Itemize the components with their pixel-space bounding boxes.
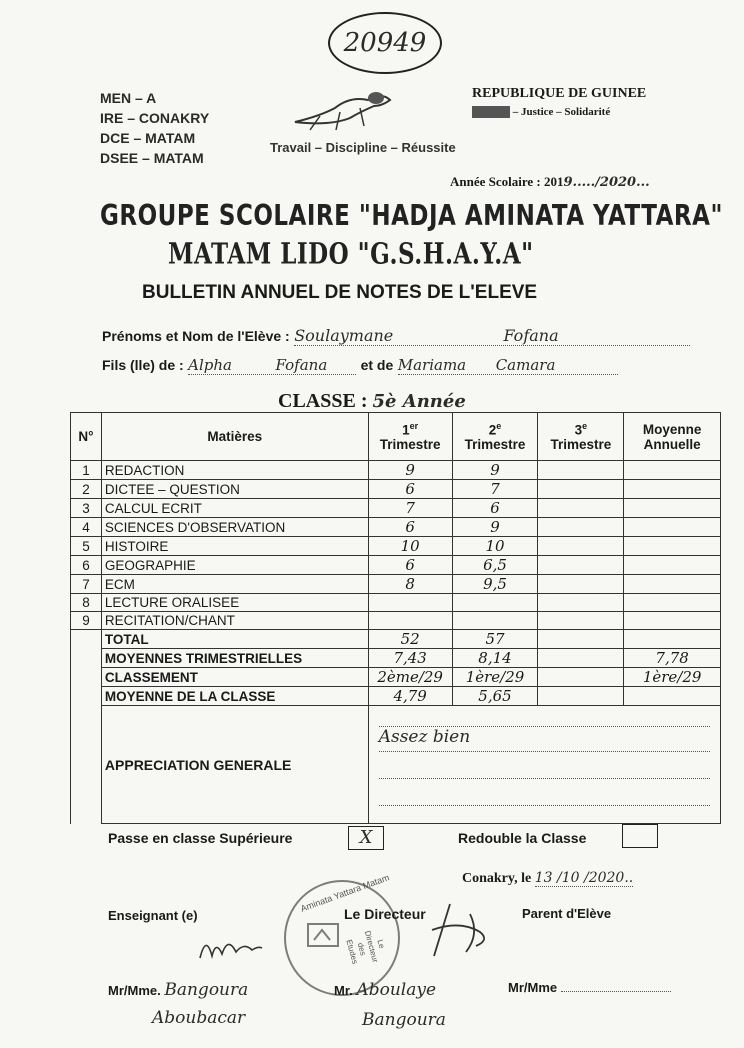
- grade-annual: [624, 537, 721, 556]
- appreciation-label: APPRECIATION GENERALE: [101, 706, 368, 824]
- col-t3: 3e Trimestre: [538, 413, 624, 461]
- mother-value: [398, 356, 618, 375]
- teacher-first-name: Aboubacar: [152, 1008, 246, 1028]
- grade-t2: 7: [452, 480, 538, 499]
- grade-t1: 10: [368, 537, 452, 556]
- grade-t3: [538, 499, 624, 518]
- document-title: BULLETIN ANNUEL DE NOTES DE L'ELEVE: [142, 282, 538, 303]
- grade-annual: [624, 480, 721, 499]
- summary-row: [71, 668, 721, 687]
- grade-t1: 8: [368, 575, 452, 594]
- grade-annual: [624, 575, 721, 594]
- subject-name: LECTURE ORALISEE: [101, 594, 368, 612]
- subject-name: SCIENCES D'OBSERVATION: [101, 518, 368, 537]
- subject-name: GEOGRAPHIE: [101, 556, 368, 575]
- col-t2: 2e Trimestre: [452, 413, 538, 461]
- teacher-name-label: Mr/Mme.: [108, 983, 161, 998]
- row-number: 4: [71, 518, 102, 537]
- father-last-name: Fofana: [275, 356, 328, 374]
- parents-row: [102, 356, 618, 375]
- republic-block: [472, 86, 646, 118]
- summary-row: [71, 687, 721, 706]
- grade-annual: [624, 518, 721, 537]
- row-number: 1: [71, 461, 102, 480]
- grade-t1: 6: [368, 556, 452, 575]
- summary-num-cell: [71, 687, 102, 706]
- student-name-row: [102, 326, 690, 346]
- grade-t3: [538, 575, 624, 594]
- grade-t1: 9: [368, 461, 452, 480]
- student-name-value: [294, 326, 690, 346]
- appreciation-num-cell: [71, 706, 102, 824]
- passe-label: Passe en classe Supérieure: [108, 830, 293, 846]
- national-emblem-icon: [290, 86, 400, 132]
- teacher-signature-mark: [196, 930, 266, 964]
- school-year-label: Année Scolaire : 201: [450, 174, 564, 189]
- and-label: et de: [360, 357, 394, 373]
- summary-annual: 7,78: [624, 649, 721, 668]
- grade-t1: [368, 594, 452, 612]
- subject-name: CALCUL ECRIT: [101, 499, 368, 518]
- summary-label: MOYENNES TRIMESTRIELLES: [101, 649, 368, 668]
- table-row: [71, 518, 721, 537]
- director-name-label: Mr.: [334, 983, 353, 998]
- grade-t2: [452, 594, 538, 612]
- teacher-name-row: [108, 980, 248, 1000]
- summary-t2: 57: [452, 630, 538, 649]
- mother-first-name: Mariama: [397, 356, 467, 374]
- school-name-title: GROUPE SCOLAIRE "HADJA AMINATA YATTARA": [100, 200, 723, 233]
- summary-t3: [538, 668, 624, 687]
- summary-annual: 1ère/29: [624, 668, 721, 687]
- grade-t3: [538, 612, 624, 630]
- grade-annual: [624, 594, 721, 612]
- parent-signature-label: Parent d'Elève: [522, 906, 612, 921]
- admin-line: MEN – A: [100, 90, 157, 106]
- stamp-emblem-icon: [306, 920, 342, 950]
- summary-t1: 7,43: [368, 649, 452, 668]
- teacher-name-value: Bangoura: [164, 980, 249, 1000]
- date-value: 13 /10 /2020..: [534, 870, 634, 886]
- grade-t2: 10: [452, 537, 538, 556]
- row-number: 8: [71, 594, 102, 612]
- summary-num-cell: [71, 649, 102, 668]
- redouble-label: Redouble la Classe: [458, 830, 587, 846]
- table-row: [71, 461, 721, 480]
- parents-label: Fils (lle) de :: [102, 357, 184, 373]
- admin-line: IRE – CONAKRY: [100, 110, 210, 126]
- passe-checkbox[interactable]: X: [348, 826, 384, 850]
- summary-t2: 1ère/29: [452, 668, 538, 687]
- row-number: 9: [71, 612, 102, 630]
- grade-t3: [538, 518, 624, 537]
- grade-t2: 6: [452, 499, 538, 518]
- col-t1: 1er Trimestre: [368, 413, 452, 461]
- teacher-signature-label: Enseignant (e): [108, 908, 198, 923]
- grade-t2: [452, 612, 538, 630]
- director-last-name: Bangoura: [362, 1010, 446, 1030]
- summary-row: [71, 649, 721, 668]
- parent-name-blank: [561, 981, 671, 992]
- summary-label: CLASSEMENT: [101, 668, 368, 687]
- director-name-row: [334, 980, 436, 1000]
- director-signature-mark: [420, 900, 500, 960]
- table-row: [71, 594, 721, 612]
- grade-t3: [538, 556, 624, 575]
- grade-t3: [538, 537, 624, 556]
- summary-label: MOYENNE DE LA CLASSE: [101, 687, 368, 706]
- table-row: [71, 537, 721, 556]
- table-row: [71, 499, 721, 518]
- director-signature-label: Le Directeur: [344, 906, 426, 922]
- grade-t1: [368, 612, 452, 630]
- redouble-checkbox[interactable]: [622, 824, 658, 848]
- director-name-value: Aboulaye: [356, 980, 437, 1000]
- summary-t3: [538, 630, 624, 649]
- row-number: 2: [71, 480, 102, 499]
- republic-motto-rest: – Justice – Solidarité: [512, 106, 611, 118]
- school-year-value: 9...../2020...: [563, 175, 650, 190]
- grade-t3: [538, 594, 624, 612]
- appreciation-value: Assez bien: [379, 727, 710, 752]
- row-number: 3: [71, 499, 102, 518]
- parent-name-row: [508, 980, 671, 995]
- grade-annual: [624, 461, 721, 480]
- admin-hierarchy: [100, 88, 209, 168]
- summary-num-cell: [71, 668, 102, 687]
- col-matieres: Matières: [101, 413, 368, 461]
- school-stamp: [284, 872, 400, 996]
- table-header-row: [71, 413, 721, 461]
- admin-line: DCE – MATAM: [100, 130, 196, 146]
- student-first-name: Soulaymane: [294, 326, 394, 345]
- classe-value: 5è Année: [372, 391, 482, 413]
- father-first-name: Alpha: [188, 356, 232, 374]
- grades-table: [70, 412, 721, 824]
- subject-name: ECM: [101, 575, 368, 594]
- summary-t2: 5,65: [452, 687, 538, 706]
- subject-name: DICTEE – QUESTION: [101, 480, 368, 499]
- summary-label: TOTAL: [101, 630, 368, 649]
- subject-name: RECITATION/CHANT: [101, 612, 368, 630]
- subject-name: HISTOIRE: [101, 537, 368, 556]
- passe-field: [108, 830, 292, 846]
- school-site-title: MATAM LIDO "G.S.H.A.Y.A": [168, 237, 534, 271]
- col-moyenne: Moyenne Annuelle: [624, 413, 721, 461]
- grade-t1: 6: [368, 518, 452, 537]
- admin-line: DSEE – MATAM: [100, 150, 204, 166]
- summary-annual: [624, 630, 721, 649]
- table-row: [71, 480, 721, 499]
- appreciation-value-cell: [368, 706, 720, 824]
- row-number: 5: [71, 537, 102, 556]
- summary-row: [71, 630, 721, 649]
- stamp-text-inner: Le Directeur des Etudes: [344, 929, 387, 965]
- row-number: 6: [71, 556, 102, 575]
- date-field: [462, 870, 633, 887]
- republic-motto-prefix: Travail: [474, 106, 509, 118]
- grade-t2: 9,5: [452, 575, 538, 594]
- summary-num-cell: [71, 630, 102, 649]
- parent-name-label: Mr/Mme: [508, 980, 558, 995]
- national-motto: Travail – Discipline – Réussite: [270, 140, 456, 155]
- grade-t1: 6: [368, 480, 452, 499]
- summary-t3: [538, 687, 624, 706]
- grade-annual: [624, 499, 721, 518]
- student-name-label: Prénoms et Nom de l'Elève :: [102, 328, 290, 344]
- school-year: [450, 174, 650, 190]
- republic-name: REPUBLIQUE DE GUINEE: [472, 86, 647, 101]
- grade-annual: [624, 612, 721, 630]
- table-row: [71, 612, 721, 630]
- summary-t1: 4,79: [368, 687, 452, 706]
- date-label: Conakry, le: [462, 871, 532, 886]
- summary-t1: 52: [368, 630, 452, 649]
- subject-name: REDACTION: [101, 461, 368, 480]
- student-last-name: Fofana: [503, 326, 559, 345]
- redouble-field: [458, 830, 586, 846]
- grade-t1: 7: [368, 499, 452, 518]
- republic-motto: [472, 106, 646, 118]
- table-row: [71, 556, 721, 575]
- summary-t2: 8,14: [452, 649, 538, 668]
- col-n: N°: [71, 413, 102, 461]
- summary-t3: [538, 649, 624, 668]
- grade-t3: [538, 480, 624, 499]
- classe-row: [278, 390, 482, 413]
- mother-last-name: Camara: [495, 356, 556, 374]
- grade-t2: 9: [452, 518, 538, 537]
- row-number: 7: [71, 575, 102, 594]
- classe-label: CLASSE :: [278, 390, 368, 412]
- summary-annual: [624, 687, 721, 706]
- table-row: [71, 575, 721, 594]
- father-value: [188, 356, 356, 375]
- grade-annual: [624, 556, 721, 575]
- appreciation-row: [71, 706, 721, 824]
- grade-t3: [538, 461, 624, 480]
- grade-t2: 9: [452, 461, 538, 480]
- stamp-text-top: Aminata Yattara Matam: [299, 872, 391, 914]
- reference-number: 20949: [328, 12, 442, 74]
- grade-t2: 6,5: [452, 556, 538, 575]
- summary-t1: 2ème/29: [368, 668, 452, 687]
